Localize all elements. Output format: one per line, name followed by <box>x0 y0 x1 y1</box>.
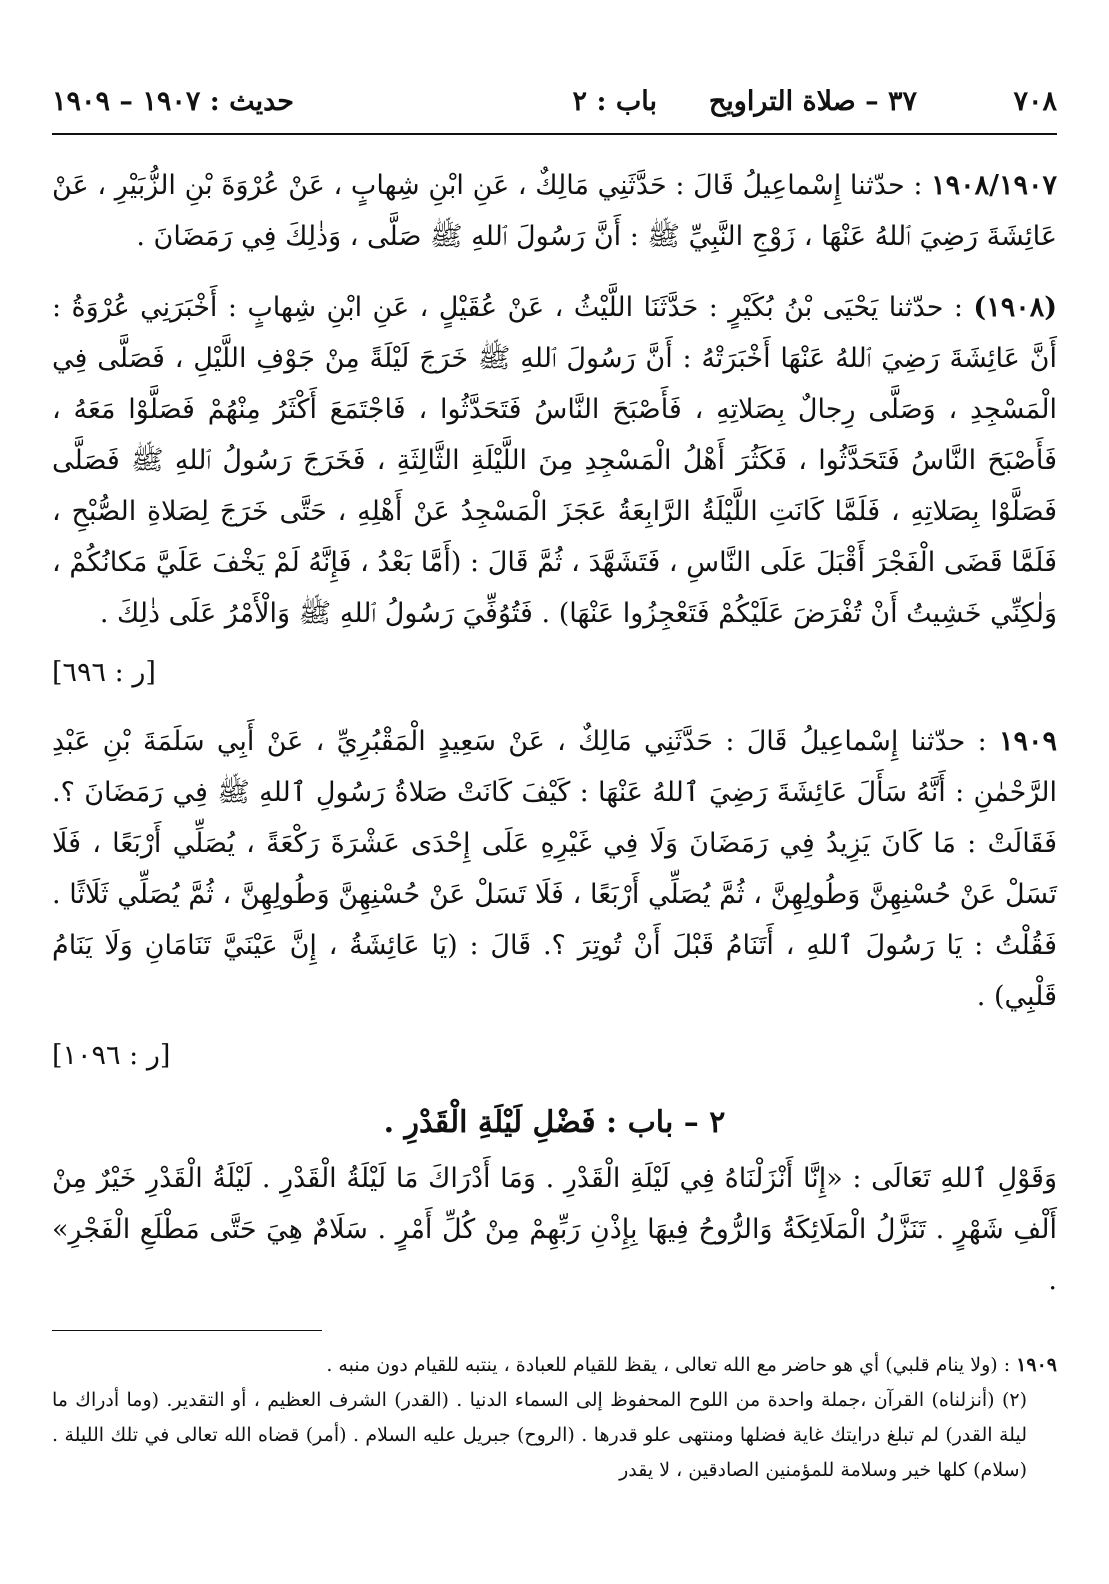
footnote-text: : (ولا ينام قلبي) أي هو حاضر مع الله تعالى ، يقظ للقيام للعبادة ، ينتبه للقيام دون منبه . <box>326 1354 1017 1376</box>
bab-text: وَقَوْلِ ٱللهِ تَعَالَى : «إِنَّا أَنْزَلْنَاهُ فِي لَيْلَةِ الْقَدْرِ . وَمَا أَدْرَاكَ مَا لَيْلَةُ الْقَدْرِ . لَيْلَةُ الْقَدْرِ خَيْرٌ مِنْ أَلْفِ شَهْرٍ . تَنَزَّلُ الْمَلَائِكَةُ وَالرُّوحُ فِيهَا بِإِذْنِ رَبِّهِمْ مِنْ كُلِّ أَمْرٍ . سَلَامٌ هِيَ حَتَّى مَطْلَعِ الْفَجْرِ» . <box>52 1163 1057 1296</box>
hadith-reference: [ر : ٦٩٦] <box>52 657 156 688</box>
hadith-number: ١٩٠٨/١٩٠٧ <box>931 170 1057 201</box>
footnote-2 <box>52 1383 1057 1488</box>
hadith-number: ١٩٠٩ <box>998 726 1057 757</box>
hadith-text: : حدّثنا إِسْماعِيلُ قَالَ : حَدَّثَنِي مَالِكٌ ، عَنِ ابْنِ شِهابٍ ، عَنْ عُرْوَةَ بْنِ الزُّبَيْرِ ، عَنْ عَائِشَةَ رَضِيَ ٱللهُ عَنْهَا ، زَوْجِ النَّبِيِّ ﷺ : أَنَّ رَسُولَ ٱللهِ ﷺ صَلَّى ، وَذٰلِكَ فِي رَمَضَانَ . <box>52 170 1057 252</box>
page-number: ٧٠٨ <box>1013 86 1057 117</box>
hadith-1908 <box>52 282 1057 639</box>
hadith-1909 <box>52 716 1057 1022</box>
bab-title: ٢ – باب : فَضْلِ لَيْلَةِ الْقَدْرِ . <box>383 1105 726 1140</box>
header-divider <box>52 133 1057 135</box>
hadith-range: حديث : ١٩٠٧ – ١٩٠٩ <box>52 86 294 117</box>
footnotes <box>52 1348 1057 1488</box>
hadith-1907 <box>52 160 1057 262</box>
bab-number: باب : ٢ <box>572 86 657 117</box>
footnote-number: ١٩٠٩ <box>1016 1354 1057 1376</box>
hadith-text: : حدّثنا إِسْماعِيلُ قَالَ : حَدَّثَنِي مَالِكٌ ، عَنْ سَعِيدٍ الْمَقْبُرِيِّ ، عَنْ أَبِي سَلَمَةَ بْنِ عَبْدِ الرَّحْمٰنِ : أَنَّهُ سَأَلَ عَائِشَةَ رَضِيَ ٱللهُ عَنْهَا : كَيْفَ كَانَتْ صَلاةُ رَسُولِ ٱللهِ ﷺ فِي رَمَضَانَ ؟. فَقَالَتْ : مَا كَانَ يَزِيدُ فِي رَمَضَانَ وَلَا فِي غَيْرِهِ عَلَى إِحْدَى عَشْرَةَ رَكْعَةً ، يُصَلِّي أَرْبَعًا ، فَلَا تَسَلْ عَنْ حُسْنِهِنَّ وَطُولِهِنَّ ، ثُمَّ يُصَلِّي أَرْبَعًا ، فَلَا تَسَلْ عَنْ حُسْنِهِنَّ وَطُولِهِنَّ ، ثُمَّ يُصَلِّي ثَلَاثًا . فَقُلْتُ : يَا رَسُولَ ٱللهِ ، أَتَنَامُ قَبْلَ أَنْ تُوتِرَ ؟. قَالَ : (يَا عَائِشَةُ ، إِنَّ عَيْنَيَّ تَنَامَانِ وَلَا يَنَامُ قَلْبِي) . <box>52 726 1057 1012</box>
chapter-title: ٣٧ – صلاة التراويح <box>708 86 917 117</box>
hadith-reference: [ر : ١٠٩٦] <box>52 1040 171 1071</box>
hadith-number: (١٩٠٨) <box>973 292 1057 323</box>
hadith-text: : حدّثنا يَحْيَى بْنُ بُكَيْرٍ : حَدَّثَنَا اللَّيْثُ ، عَنْ عُقَيْلٍ ، عَنِ ابْنِ شِهابٍ : أَخْبَرَنِي عُرْوَةُ : أَنَّ عَائِشَةَ رَضِيَ ٱللهُ عَنْهَا أَخْبَرَتْهُ : أَنَّ رَسُولَ ٱللهِ ﷺ خَرَجَ لَيْلَةً مِنْ جَوْفِ اللَّيْلِ ، فَصَلَّى فِي الْمَسْجِدِ ، وَصَلَّى رِجالٌ بِصَلاتِهِ ، فَأَصْبَحَ النَّاسُ فَتَحَدَّثُوا ، فَاجْتَمَعَ أَكْثَرُ مِنْهُمْ فَصَلَّوْا مَعَهُ ، فَأَصْبَحَ النَّاسُ فَتَحَدَّثُوا ، فَكَثُرَ أَهْلُ الْمَسْجِدِ مِنَ اللَّيْلَةِ الثَّالِثَةِ ، فَخَرَجَ رَسُولُ ٱللهِ ﷺ فَصَلَّى فَصَلَّوْا بِصَلاتِهِ ، فَلَمَّا كَانَتِ اللَّيْلَةُ الرَّابِعَةُ عَجَزَ الْمَسْجِدُ عَنْ أَهْلِهِ ، حَتَّى خَرَجَ لِصَلاةِ الصُّبْحِ ، فَلَمَّا قَضَى الْفَجْرَ أَقْبَلَ عَلَى النَّاسِ ، فَتَشَهَّدَ ، ثُمَّ قَالَ : (أَمَّا بَعْدُ ، فَإِنَّهُ لَمْ يَخْفَ عَلَيَّ مَكانُكُمْ ، وَلٰكِنِّي خَشِيتُ أَنْ تُفْرَضَ عَلَيْكُمْ فَتَعْجِزُوا عَنْهَا) . فَتُوُفِّيَ رَسُولُ ٱللهِ ﷺ وَالْأَمْرُ عَلَى ذٰلِكَ . <box>52 292 1057 629</box>
footnote-divider <box>52 1330 322 1331</box>
footnote-1909 <box>52 1348 1057 1383</box>
running-header <box>52 80 1057 124</box>
footnote-number: (٢) <box>1001 1389 1027 1411</box>
footnote-text: (أنزلناه) القرآن ،جملة واحدة من اللوح المحفوظ إلى السماء الدنيا . (القدر) الشرف العظيم ، أو التقدير. (وما أدراك ما ليلة القدر) لم تبلغ درايتك غاية فضلها ومنتهى علو قدرها . (الروح) جبريل عليه السلام . (أمر) قضاه الله تعالى في تلك الليلة . (سلام) كلها خير وسلامة للمؤمنين الصادقين ، لا يقدر <box>52 1389 1027 1481</box>
main-text <box>52 160 1057 1306</box>
